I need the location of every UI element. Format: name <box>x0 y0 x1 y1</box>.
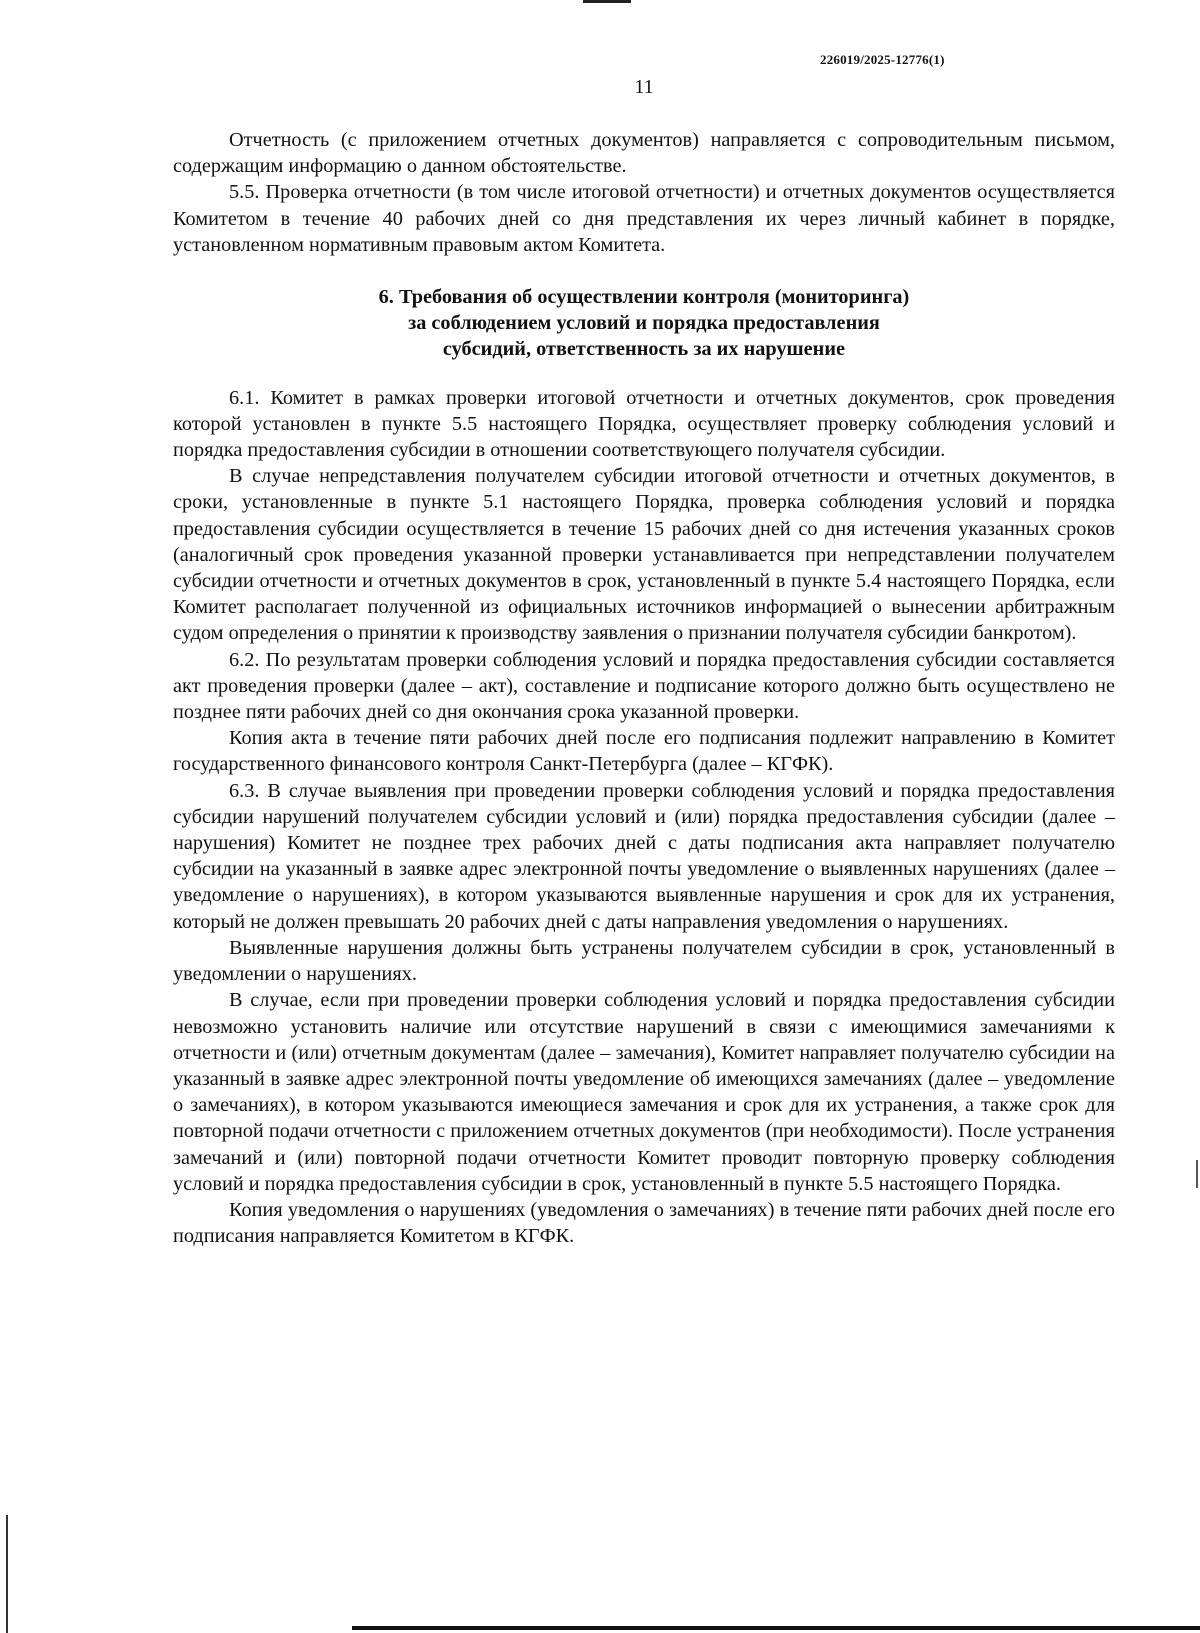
paragraph: Копия акта в течение пяти рабочих дней после его подписания подлежит направлению в Комитет государственного финансового контроля Санкт-Петербурга (далее – КГФК). <box>173 727 1115 776</box>
paragraph-6-1: 6.1. Комитет в рамках проверки итоговой отчетности и отчетных документов, срок проведения которой установлен в пункте 5.5 настоящего Порядка, осуществляет проверку соблюдения условий и порядка предоставления субсидии в отношении соответствующего получателя субсидии. <box>173 386 1115 462</box>
paragraph-6-2: 6.2. По результатам проверки соблюдения условий и порядка предоставления субсидии составляется акт проведения проверки (далее – акт), составление и подписание которого должно быть осуществлено не позднее пяти рабочих дней со дня окончания срока указанной проверки. <box>173 648 1115 724</box>
scan-artifact-bottom <box>352 1626 1200 1630</box>
scan-artifact-left-edge <box>6 1515 8 1633</box>
scan-artifact-top <box>583 0 631 3</box>
section-heading-line: 6. Требования об осуществлении контроля (мониторинга) <box>378 286 910 309</box>
paragraph: Копия уведомления о нарушениях (уведомления о замечаниях) в течение пяти рабочих дней после его подписания направляется Комитетом в КГФК. <box>173 1198 1115 1248</box>
paragraph: В случае непредставления получателем субсидии итоговой отчетности и отчетных документов, в сроки, установленные в пункте 5.1 настоящего Порядка, проверка соблюдения условий и порядка предоставления субсидии осуществляется в течение 15 рабочих дней со дня истечения указанных сроков (аналогичный срок проведения указанной проверки устанавливается при непредставлении получателем субсидии отчетности и отчетных документов в срок, установленный в пункте 5.4 настоящего Порядка, если Комитет располагает полученной из официальных источников информацией о вынесении арбитражным судом определения о принятии к производству заявления о признании получателя субсидии банкротом). <box>173 465 1115 645</box>
paragraph-6-3: 6.3. В случае выявления при проведении проверки соблюдения условий и порядка предоставления субсидии нарушений получателем субсидии условий и (или) порядка предоставления субсидии (далее – нарушения) Комитет не позднее трех рабочих дней с даты подписания акта направляет получателю субсидии на указанный в заявке адрес электронной почты уведомление о выявленных нарушениях (далее – уведомление о нарушениях), в котором указываются выявленные нарушения и срок для их устранения, который не должен превышать 20 рабочих дней с даты направления уведомления о нарушениях. <box>173 779 1115 933</box>
scan-artifact-right-edge <box>1196 1160 1198 1188</box>
document-id: 226019/2025-12776(1) <box>820 52 945 67</box>
paragraph: Выявленные нарушения должны быть устранены получателем субсидии в срок, установленный в уведомлении о нарушениях. <box>173 936 1115 986</box>
section-heading-line: субсидий, ответственность за их нарушение <box>442 338 846 361</box>
section-heading-line: за соблюдением условий и порядка предоставления <box>408 312 880 335</box>
document-body <box>173 127 1115 1249</box>
page-number: 11 <box>634 76 654 98</box>
paragraph-5-5: 5.5. Проверка отчетности (в том числе итоговой отчетности) и отчетных документов осуществляется Комитетом в течение 40 рабочих дней со дня представления их через личный кабинет в порядке, установленном нормативным правовым актом Комитета. <box>173 181 1115 256</box>
section-heading <box>173 284 1115 363</box>
paragraph: Отчетность (с приложением отчетных документов) направляется с сопроводительным письмом, содержащим информацию о данном обстоятельстве. <box>173 129 1115 178</box>
paragraph: В случае, если при проведении проверки соблюдения условий и порядка предоставления субсидии невозможно установить наличие или отсутствие нарушений в связи с имеющимися замечаниями к отчетности и (или) отчетным документам (далее – замечания), Комитет направляет получателю субсидии на указанный в заявке адрес электронной почты уведомление об имеющихся замечаниях (далее – уведомление о замечаниях), в котором указываются имеющиеся замечания и срок для их устранения, а также срок для повторной подачи отчетности с приложением отчетных документов (при необходимости). После устранения замечаний и (или) повторной подачи отчетности Комитет проводит повторную проверку соблюдения условий и порядка предоставления субсидии в срок, установленный в пункте 5.5 настоящего Порядка. <box>173 989 1115 1195</box>
